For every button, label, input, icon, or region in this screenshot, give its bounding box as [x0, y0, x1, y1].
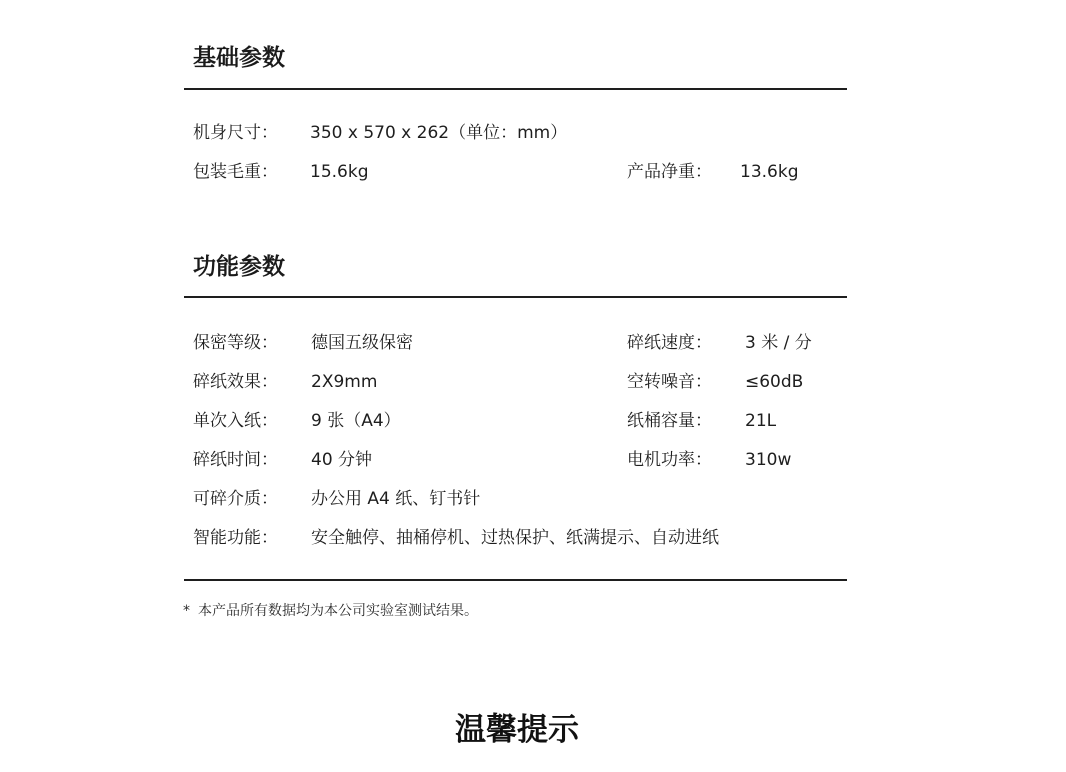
- spec-label: 碎纸时间：: [193, 450, 278, 470]
- spec-label: 机身尺寸：: [193, 123, 278, 143]
- spec-value: 21L: [745, 411, 777, 431]
- spec-label: 包装毛重：: [193, 162, 278, 182]
- spec-row-security-level: [0, 331, 1066, 355]
- spec-value: 350 x 570 x 262（单位：mm）: [310, 123, 568, 143]
- spec-label: 电机功率：: [627, 450, 712, 470]
- spec-label: 智能功能：: [193, 528, 278, 548]
- function-params-bottom-divider: [184, 579, 847, 581]
- spec-label: 可碎介质：: [193, 489, 278, 509]
- spec-value: 办公用 A4 纸、钉书针: [311, 489, 481, 509]
- spec-value: 310w: [745, 450, 792, 470]
- spec-value: 德国五级保密: [311, 333, 413, 353]
- spec-value: 13.6kg: [740, 162, 799, 182]
- footnote: [183, 600, 478, 622]
- spec-row-dimensions: [0, 121, 1066, 145]
- spec-label: 单次入纸：: [193, 411, 278, 431]
- function-params-top-divider: [184, 296, 847, 298]
- spec-value: 15.6kg: [310, 162, 369, 182]
- footnote-text: 本产品所有数据均为本公司实验室测试结果。: [198, 603, 478, 619]
- spec-label: 碎纸速度：: [627, 333, 712, 353]
- spec-row-run-time: [0, 448, 1066, 472]
- spec-row-media: [0, 487, 1066, 511]
- footnote-mark: *: [183, 603, 190, 619]
- spec-row-smart-features: [0, 526, 1066, 550]
- spec-label: 纸桶容量：: [627, 411, 712, 431]
- spec-label: 保密等级：: [193, 333, 278, 353]
- spec-row-shred-size: [0, 370, 1066, 394]
- tips-title: 温馨提示: [455, 712, 579, 748]
- spec-label: 碎纸效果：: [193, 372, 278, 392]
- basic-params-title: 基础参数: [193, 45, 285, 71]
- function-params-title: 功能参数: [193, 254, 285, 280]
- spec-value: 40 分钟: [311, 450, 373, 470]
- spec-row-sheet-capacity: [0, 409, 1066, 433]
- spec-value: 安全触停、抽桶停机、过热保护、纸满提示、自动进纸: [311, 528, 719, 548]
- spec-value: 3 米 / 分: [745, 333, 812, 353]
- spec-label: 空转噪音：: [627, 372, 712, 392]
- spec-value: 9 张（A4）: [311, 411, 401, 431]
- basic-params-top-divider: [184, 88, 847, 90]
- spec-row-weight: [0, 160, 1066, 184]
- spec-label: 产品净重：: [627, 162, 712, 182]
- spec-value: 2X9mm: [311, 372, 378, 392]
- spec-value: ≤60dB: [745, 372, 804, 392]
